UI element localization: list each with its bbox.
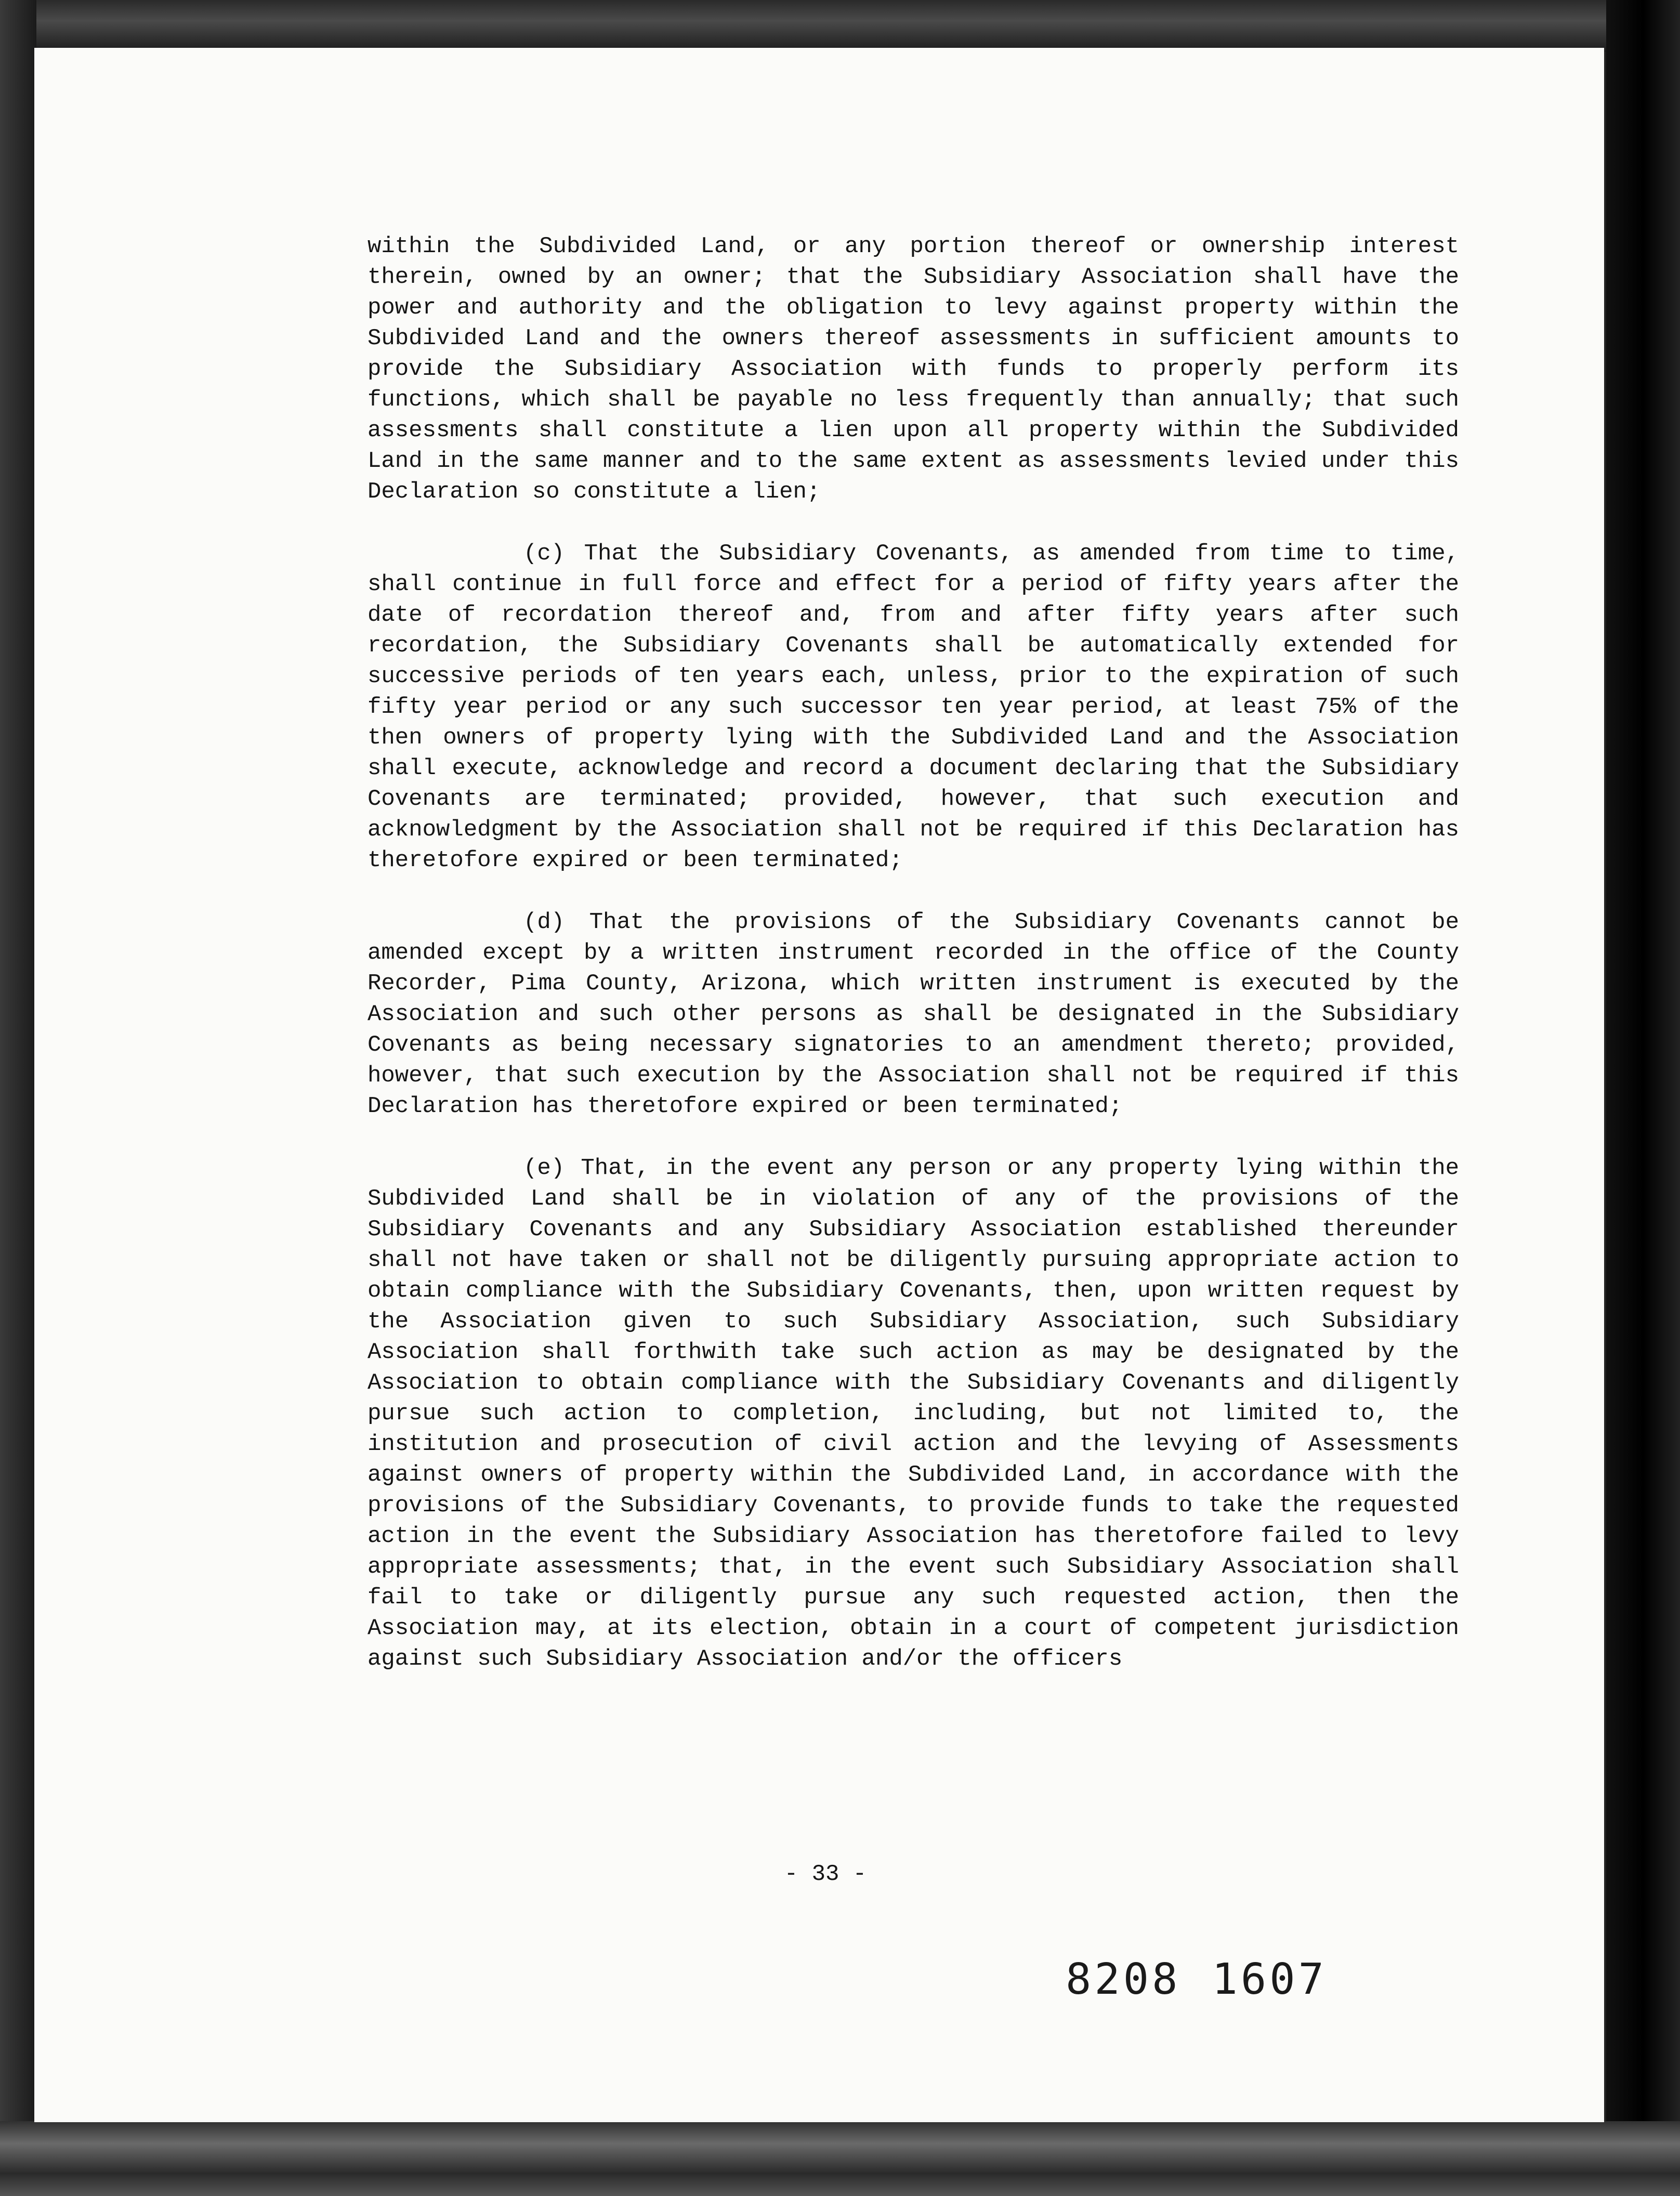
- paragraph-c: (c) That the Subsidiary Covenants, as amended from time to time, shall continue in full force and effect for a period of fifty years after the date of recordation thereof and, from and after fifty years after such recordation, the Subsidiary Covenants shall be automatically extended for successive periods of ten years each, unless, prior to the expiration of such fifty year period or any such successor ten year period, at least 75% of the then owners of property lying with the Subdivided Land and the Association shall execute, acknowledge and record a document declaring that the Subsidiary Covenants are terminated; provided, however, that such execution and acknowledgment by the Association shall not be required if this Declaration has theretofore expired or been terminated;: [368, 541, 1459, 873]
- scan-border-top: [0, 0, 1680, 52]
- scan-border-bottom: [0, 2121, 1680, 2196]
- paragraph-e: (e) That, in the event any person or any property lying within the Subdivided Land shall be in violation of any of the provisions of the Subsidiary Covenants and any Subsidiary Association established thereunder shall not have taken or shall not be diligently pursuing appropriate action to obtain compliance with the Subsidiary Covenants, then, upon written request by the Association given to such Subsidiary Association, such Subsidiary Association shall forthwith take such action as may be designated by the Association to obtain compliance with the Subsidiary Covenants and diligently pursue such action to completion, including, but not limited to, the institution and prosecution of civil action and the levying of Assessments against owners of property within the Subdivided Land, in accordance with the provisions of the Subsidiary Covenants, to provide funds to take the requested action in the event the Subsidiary Association has theretofore failed to levy appropriate assessments; that, in the event such Subsidiary Association shall fail to take or diligently pursue any such requested action, then the Association may, at its election, obtain in a court of competent jurisdiction against such Subsidiary Association and/or the officers: [368, 1155, 1459, 1672]
- document-body: [368, 231, 1459, 1706]
- scan-border-right: [1606, 0, 1680, 2196]
- stamp-page-number: 1607: [1212, 1955, 1327, 2004]
- stamp-book-number: 8208: [1066, 1955, 1181, 2004]
- scan-border-left: [0, 0, 36, 2196]
- paragraph-continuation: within the Subdivided Land, or any portion thereof or ownership interest therein, owned by an owner; that the Subsidiary Association shall have the power and authority and the obligation to levy against property within the Subdivided Land and the owners thereof assessments in sufficient amounts to provide the Subsidiary Association with funds to properly perform its functions, which shall be payable no less frequently than annually; that such assessments shall constitute a lien upon all property within the Subdivided Land in the same manner and to the same extent as assessments levied under this Declaration so constitute a lien;: [368, 233, 1459, 505]
- recording-stamp: [1066, 1955, 1357, 2004]
- paragraph-d: (d) That the provisions of the Subsidiary Covenants cannot be amended except by a written instrument recorded in the office of the County Recorder, Pima County, Arizona, which written instrument is executed by the Association and such other persons as shall be designated in the Subsidiary Covenants as being necessary signatories to an amendment thereto; provided, however, that such execution by the Association shall not be required if this Declaration has theretofore expired or been terminated;: [368, 909, 1459, 1119]
- page-number: - 33 -: [784, 1861, 867, 1887]
